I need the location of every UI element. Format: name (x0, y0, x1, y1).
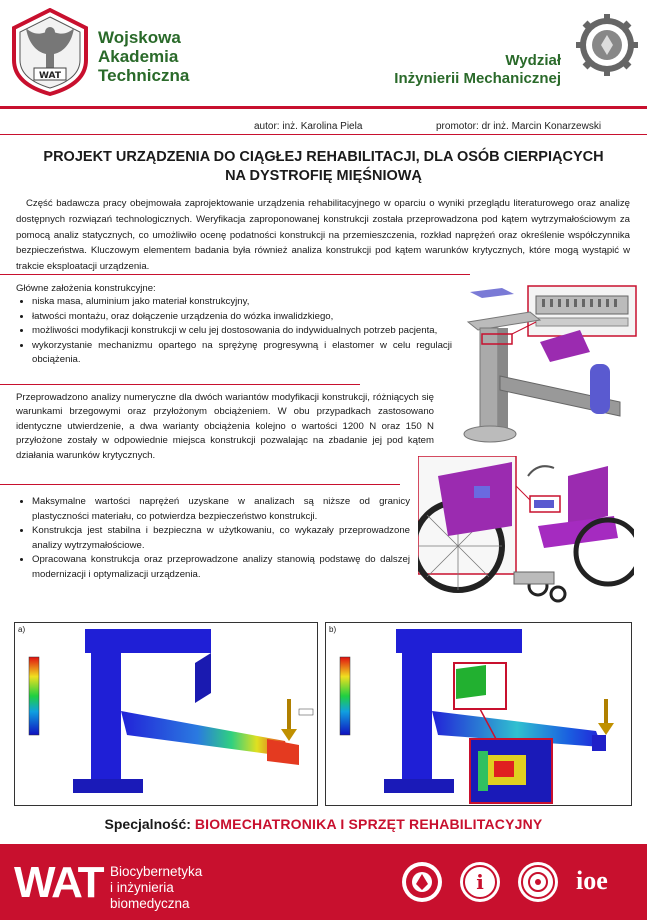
specialization-value: BIOMECHATRONIKA I SPRZĘT REHABILITACYJNY (194, 816, 543, 832)
assumptions-list (14, 295, 452, 368)
conclusions-list (14, 495, 410, 583)
footer-wat-logo: WAT (14, 858, 103, 907)
fea-figure-b (325, 622, 632, 806)
specialization-line (0, 816, 647, 832)
figure-label-a: a) (18, 625, 26, 634)
wheelchair-render-image (418, 456, 634, 606)
program-line-2: i inżynieria (110, 880, 174, 895)
list-item: • łatwości montażu, oraz dołączenie urządzenia do wózka inwalidzkiego, (32, 310, 452, 325)
emblem-logo-3 (518, 862, 558, 902)
section-divider-2 (0, 384, 360, 385)
author-text: autor: inż. Karolina Piela (254, 121, 363, 132)
title-line-2: NA DYSTROFIĘ MIĘŚNIOWĄ (225, 168, 422, 184)
list-item: • Konstrukcja jest stabilna i bezpieczna w użytkowaniu, co wykazały przeprowadzone analizy wytrzymałościowe. (32, 524, 410, 553)
faculty-line-2: Inżynierii Mechanicznej (394, 70, 561, 87)
university-line-2: Akademia (98, 47, 179, 66)
intro-paragraph: Część badawcza pracy obejmowała zaprojektowanie urządzenia rehabilitacyjnego w oparciu o wyniki przeglądu literaturowego oraz analizę dostępnych rozwiązań technologicznych. Weryfikacja zaproponowanej konstrukcji została przeprowadzona pod kątem wytrzymałościowym za pomocą analiz statycznych, co umożliwiło ocenę podatności konstrukcji na przemieszczenia, rozkład naprężeń oraz określenie współczynnika bezpieczeństwa. Kluczowym elementem badania była również analiza konstrukcji pod kątem warunków krytycznych, które mogą wystąpić w trakcie eksploatacji urządzenia. (16, 198, 630, 273)
program-line-1: Biocybernetyka (110, 864, 203, 879)
list-item: • Opracowana konstrukcja oraz przeprowadzone analizy stanowią podstawę do dalszej modernizacji i optymalizacji urządzenia. (32, 553, 410, 582)
faculty-line-1: Wydział (505, 52, 561, 69)
specialization-key: Specjalność: (104, 816, 191, 832)
poster-title (14, 148, 633, 186)
list-item: • wykorzystanie mechanizmu opartego na sprężynę progresywną i elastomer w celu regulacji obciążenia. (32, 339, 452, 368)
analysis-paragraph: Przeprowadzono analizy numeryczne dla dwóch wariantów modyfikacji konstrukcji, różniących się warunkami brzegowymi oraz przyłożonym obciążeniem. W obu przypadkach zastosowano identyczne utwierdzenie, a dwa warianty obciążenia kolejno o wartości 1200 N oraz 150 N przyłożone zostały w odpowiednie miejsca konstrukcji pozwalając na zbadanie jej pod kątem działania warunków krytycznych. (16, 392, 434, 461)
title-line-1: PROJEKT URZĄDZENIA DO CIĄGŁEJ REHABILITACJI, DLA OSÓB CIERPIĄCYCH (43, 149, 604, 165)
list-item: • niska masa, aluminium jako materiał konstrukcyjny, (32, 295, 452, 310)
university-name (98, 28, 189, 85)
university-line-1: Wojskowa (98, 28, 181, 47)
wat-logo (10, 8, 90, 96)
emblem-logo-1 (402, 862, 442, 902)
emblem-logo-2 (460, 862, 500, 902)
fea-plot-a (15, 623, 317, 805)
fea-plot-b (326, 623, 631, 805)
wat-badge-text: WAT (39, 71, 61, 81)
section-divider-3 (0, 484, 400, 485)
list-item: • możliwości modyfikacji konstrukcji w celu jej dostosowania do indywidualnych potrzeb pacjenta, (32, 324, 452, 339)
university-line-3: Techniczna (98, 66, 190, 85)
faculty-name (394, 52, 561, 88)
author-divider (0, 134, 647, 135)
figure-label-b: b) (329, 625, 337, 634)
assumptions-heading: Główne założenia konstrukcyjne: (16, 283, 156, 294)
svg-text:i: i (476, 870, 484, 894)
footer-program-name (110, 864, 202, 912)
faculty-gear-logo (576, 14, 638, 76)
promotor-text: promotor: dr inż. Marcin Konarzewski (436, 121, 602, 132)
list-item: • Maksymalne wartości naprężeń uzyskane w analizach są niższe od granicy plastyczności materiału, co potwierdza bezpieczeństwo konstrukcji. (32, 495, 410, 524)
section-divider-1 (0, 274, 470, 275)
header-divider (0, 106, 647, 109)
fea-figure-a (14, 622, 318, 806)
program-line-3: biomedyczna (110, 896, 190, 911)
device-render-image (440, 282, 640, 452)
ioe-logo: ioe (576, 866, 608, 895)
